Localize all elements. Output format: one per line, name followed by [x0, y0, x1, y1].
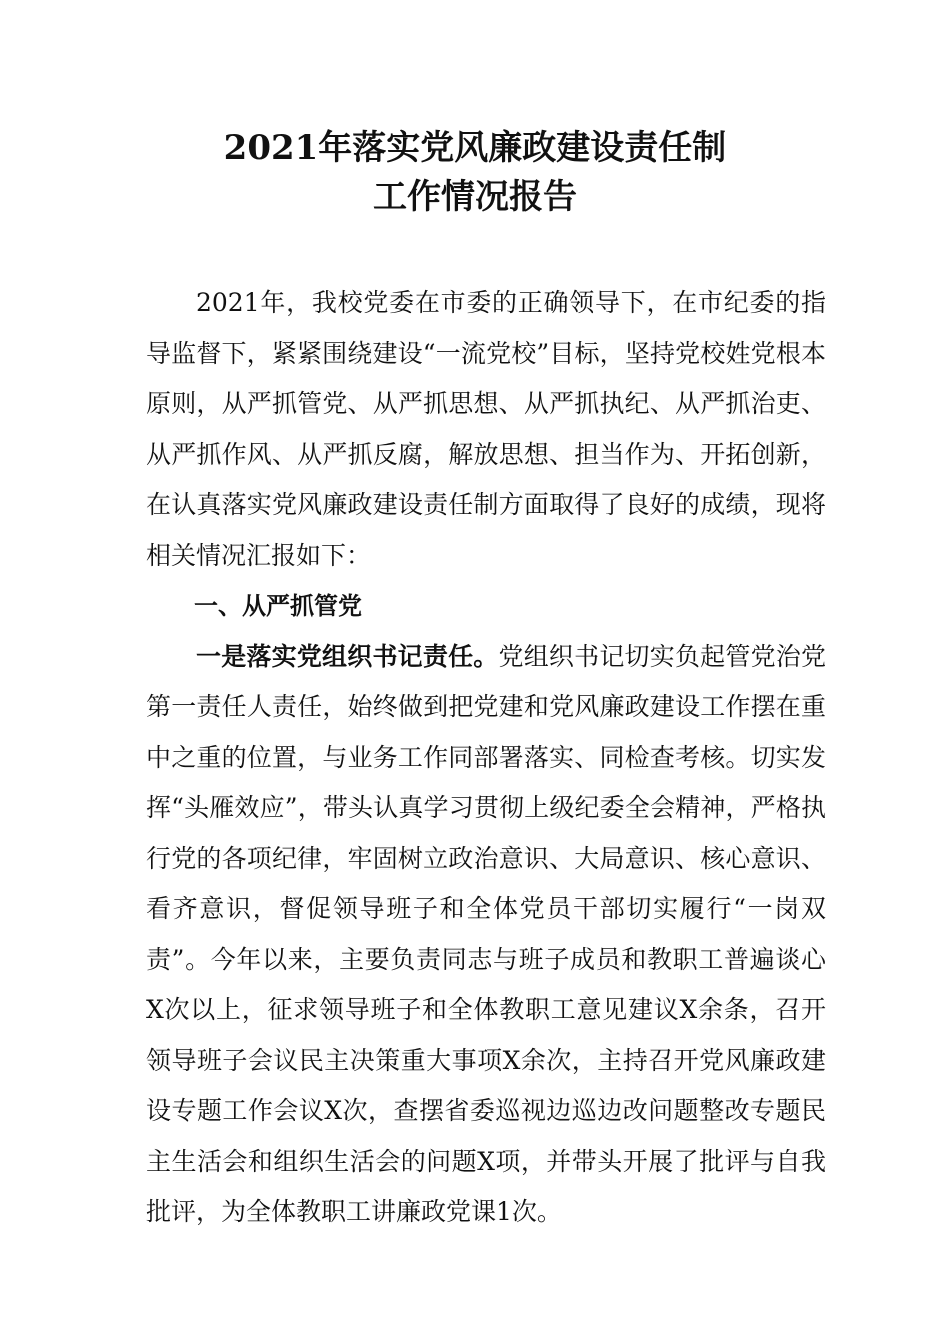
- document-body: [146, 278, 826, 1238]
- document-title-line2: 工作情况报告: [373, 177, 577, 217]
- document-title-line1: 2021年落实党风廉政建设责任制: [223, 128, 727, 168]
- section-paragraph: [146, 632, 826, 1238]
- section-heading: 一、从严抓管党: [194, 592, 362, 620]
- intro-paragraph: 2021年，我校党委在市委的正确领导下，在市纪委的指导监督下，紧紧围绕建设“一流党校”目标，坚持党校姓党根本原则，从严抓管党、从严抓思想、从严抓执纪、从严抓治吏、从严抓作风、从严抓反腐，解放思想、担当作为、开拓创新，在认真落实党风廉政建设责任制方面取得了良好的成绩，现将相关情况汇报如下：: [146, 288, 826, 570]
- section-lead-text: 一是落实党组织书记责任。: [196, 641, 499, 671]
- section-body-text: 党组织书记切实负起管党治党第一责任人责任，始终做到把党建和党风廉政建设工作摆在重中之重的位置，与业务工作同部署落实、同检查考核。切实发挥“头雁效应”，带头认真学习贯彻上级纪委全会精神，严格执行党的各项纪律，牢固树立政治意识、大局意识、核心意识、看齐意识，督促领导班子和全体党员干部切实履行“一岗双责”。今年以来，主要负责同志与班子成员和教职工普遍谈心X次以上，征求领导班子和全体教职工意见建议X余条，召开领导班子会议民主决策重大事项X余次，主持召开党风廉政建设专题工作会议X次，查摆省委巡视边巡边改问题整改专题民主生活会和组织生活会的问题X项，并带头开展了批评与自我批评，为全体教职工讲廉政党课1次。: [146, 641, 826, 1226]
